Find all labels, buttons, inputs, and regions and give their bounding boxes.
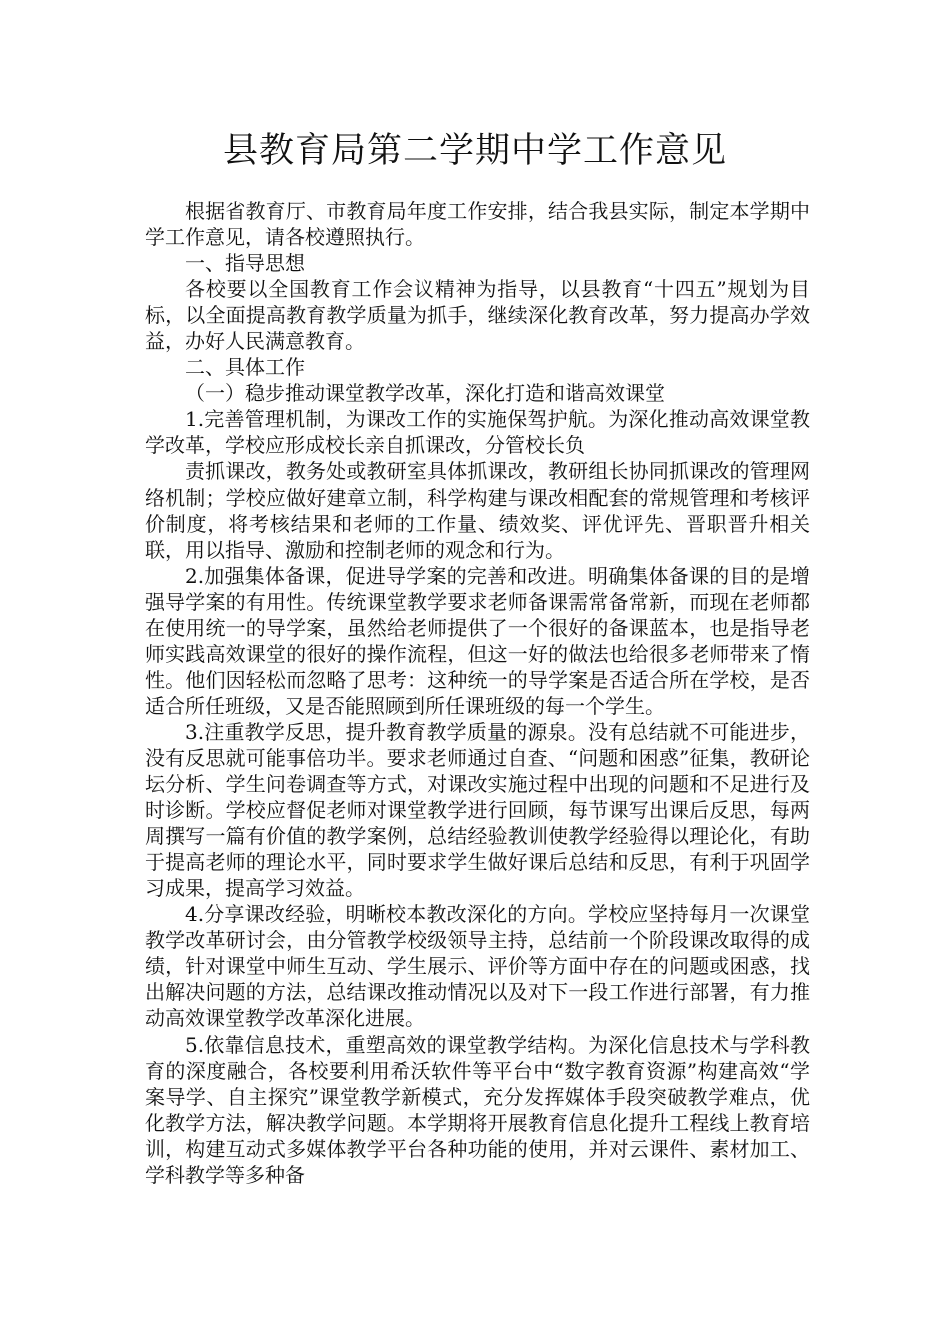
subsection-heading-classroom-reform: （一）稳步推动课堂教学改革，深化打造和谐高效课堂 <box>185 381 665 406</box>
document-body <box>145 198 810 1188</box>
paragraph-guiding-ideology: 各校要以全国教育工作会议精神为指导，以县教育“十四五”规划为目标，以全面提高教育教学质量为抓手，继续深化教育改革，努力提高办学效益，办好人民满意教育。 <box>145 277 810 354</box>
paragraph-item-2: 2.加强集体备课，促进导学案的完善和改进。明确集体备课的目的是增强导学案的有用性。传统课堂教学要求老师备课需常备常新，而现在老师都在使用统一的导学案，虽然给老师提供了一个很好的备课蓝本，也是指导老师实践高效课堂的很好的操作流程，但这一好的做法也给很多老师带来了惰性。他们因轻松而忽略了思考：这种统一的导学案是否适合所在学校，是否适合所任班级，又是否能照顾到所任课班级的每一个学生。 <box>145 563 810 718</box>
paragraph-item-1: 1.完善管理机制，为课改工作的实施保驾护航。为深化推动高效课堂教学改革，学校应形成校长亲自抓课改，分管校长负 <box>145 407 810 458</box>
paragraph-intro: 根据省教育厅、市教育局年度工作安排，结合我县实际，制定本学期中学工作意见，请各校遵照执行。 <box>145 199 810 250</box>
paragraph-item-1-continued: 责抓课改，教务处或教研室具体抓课改，教研组长协同抓课改的管理网络机制；学校应做好建章立制，科学构建与课改相配套的常规管理和考核评价制度，将考核结果和老师的工作量、绩效奖、评优评先、晋职晋升相关联，用以指导、激励和控制老师的观念和行为。 <box>145 459 810 562</box>
paragraph-item-5: 5.依靠信息技术，重塑高效的课堂教学结构。为深化信息技术与学科教育的深度融合，各校要利用希沃软件等平台中“数字教育资源”构建高效“学案导学、自主探究”课堂教学新模式，充分发挥媒体手段突破教学难点，优化教学方法，解决教学问题。本学期将开展教育信息化提升工程线上教育培训，构建互动式多媒体教学平台各种功能的使用，并对云课件、素材加工、学科教学等多种备 <box>145 1032 810 1187</box>
section-heading-specific-work: 二、具体工作 <box>185 355 305 380</box>
section-heading-guiding-ideology: 一、指导思想 <box>185 251 305 276</box>
document-title: 县教育局第二学期中学工作意见 <box>222 131 727 171</box>
paragraph-item-3: 3.注重教学反思，提升教育教学质量的源泉。没有总结就不可能进步，没有反思就可能事倍功半。要求老师通过自查、“问题和困惑”征集，教研论坛分析、学生问卷调查等方式，对课改实施过程中出现的问题和不足进行及时诊断。学校应督促老师对课堂教学进行回顾，每节课写出课后反思，每两周撰写一篇有价值的教学案例，总结经验教训使教学经验得以理论化，有助于提高老师的理论水平，同时要求学生做好课后总结和反思，有利于巩固学习成果，提高学习效益。 <box>145 719 810 901</box>
paragraph-item-4: 4.分享课改经验，明晰校本教改深化的方向。学校应坚持每月一次课堂教学改革研讨会，由分管教学校级领导主持，总结前一个阶段课改取得的成绩，针对课堂中师生互动、学生展示、评价等方面中存在的问题或困惑，找出解决问题的方法，总结课改推动情况以及对下一段工作进行部署，有力推动高效课堂教学改革深化进展。 <box>145 902 810 1031</box>
